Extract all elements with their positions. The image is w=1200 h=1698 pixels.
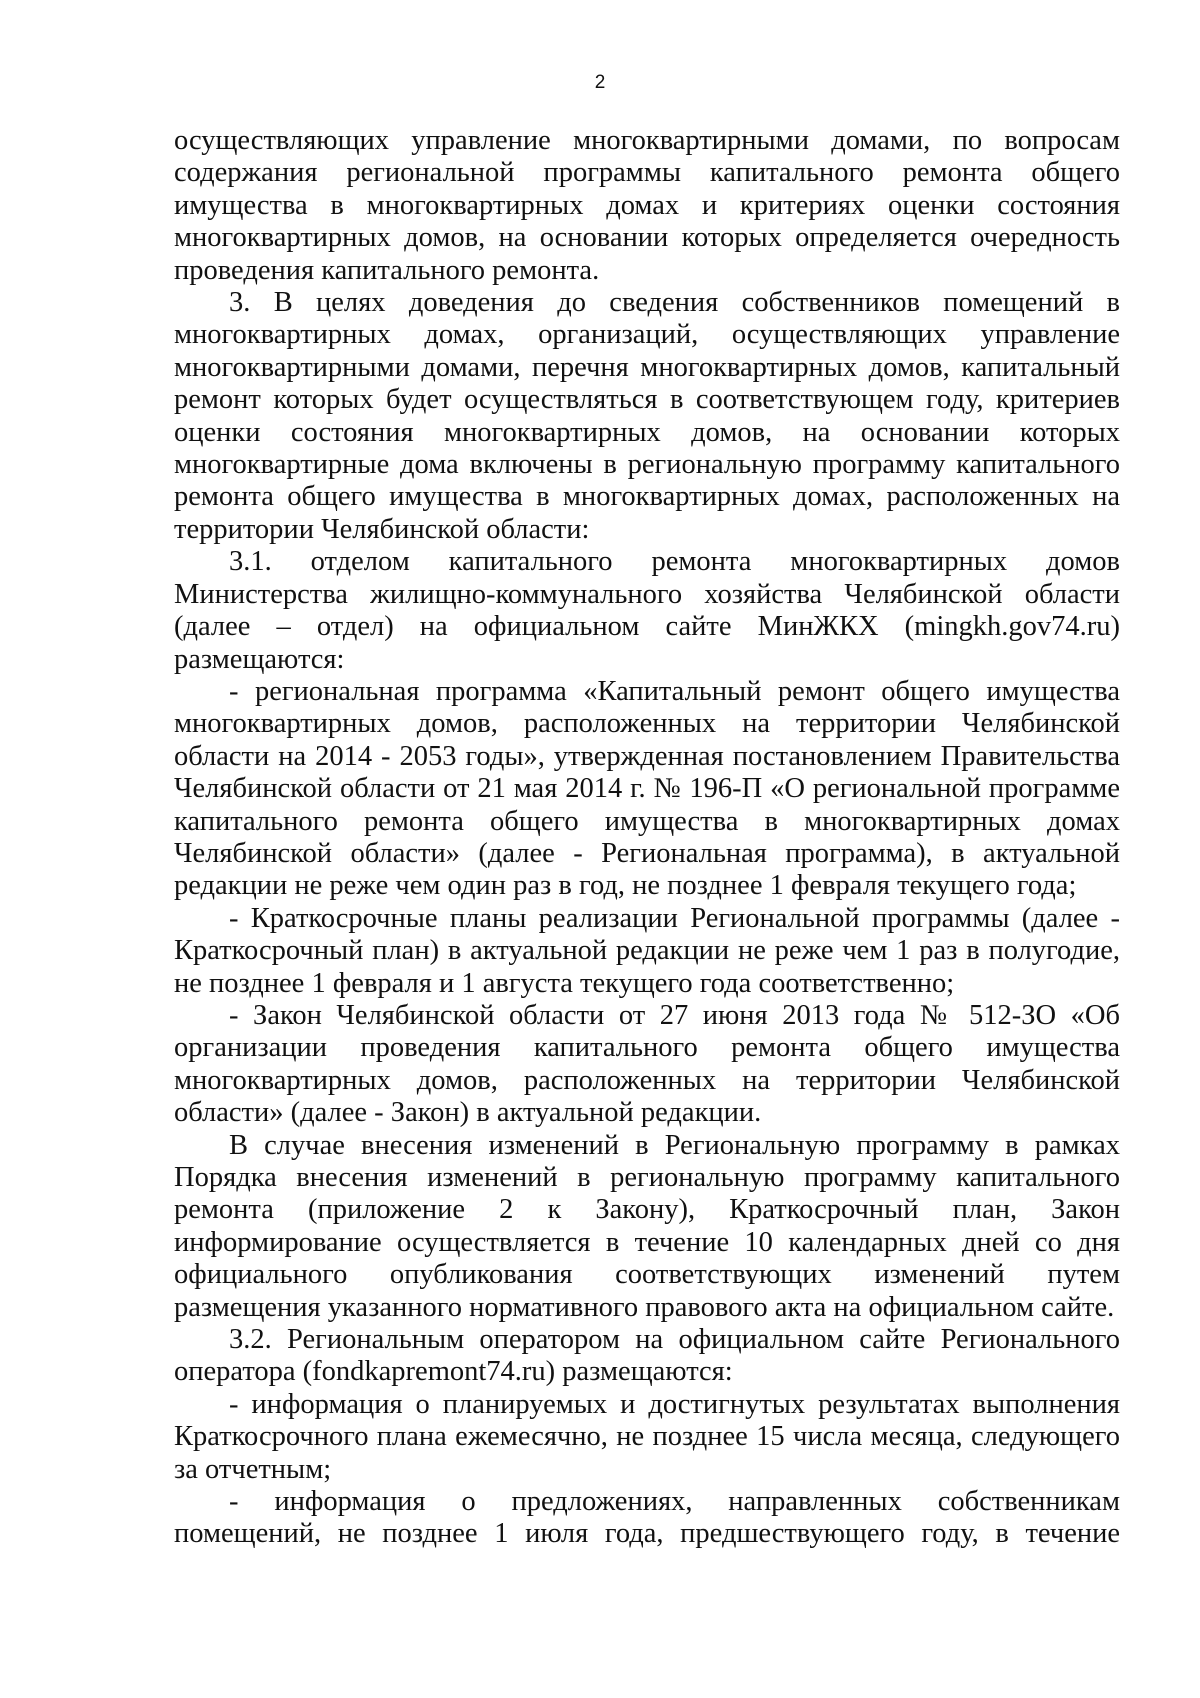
paragraph-regional-program: - региональная программа «Капитальный ремонт общего имущества многоквартирных домов, расположенных на территории Челябинской области на 2014 - 2053 годы», утвержденная постановлением Правительства Челябинской области от 21 мая 2014 г. № 196-П «О региональной программе капитального ремонта общего имущества в многоквартирных домах Челябинской области» (далее - Региональная программа), в актуальной редакции не реже чем один раз в год, не позднее 1 февраля текущего года; [174, 675, 1120, 902]
paragraph-item-3-2: 3.2. Региональным оператором на официальном сайте Регионального оператора (fondkapremont74.ru) размещаются: [174, 1324, 1120, 1388]
paragraph-results-info: - информация о планируемых и достигнутых результатах выполнения Краткосрочного плана ежемесячно, не позднее 15 числа месяца, следующего за отчетным; [174, 1388, 1120, 1485]
document-body [174, 125, 1120, 1551]
paragraph-item-3-1: 3.1. отделом капитального ремонта многоквартирных домов Министерства жилищно-коммунального хозяйства Челябинской области (далее – отдел) на официальном сайте МинЖКХ (mingkh.gov74.ru) размещаются: [174, 546, 1120, 675]
paragraph-short-term-plans: - Краткосрочные планы реализации Региональной программы (далее - Краткосрочный план) в актуальной редакции не реже чем 1 раз в полугодие, не позднее 1 февраля и 1 августа текущего года соответственно; [174, 902, 1120, 999]
paragraph-law: - Закон Челябинской области от 27 июня 2013 года № 512-ЗО «Об организации проведения капитального ремонта общего имущества многоквартирных домов, расположенных на территории Челябинской области» (далее - Закон) в актуальной редакции. [174, 999, 1120, 1129]
paragraph-item-3: 3. В целях доведения до сведения собственников помещений в многоквартирных домах, организаций, осуществляющих управление многоквартирными домами, перечня многоквартирных домов, капитальный ремонт которых будет осуществляться в соответствующем году, критериев оценки состояния многоквартирных домов, на основании которых многоквартирные дома включены в региональную программу капитального ремонта общего имущества в многоквартирных домах, расположенных на территории Челябинской области: [174, 287, 1120, 545]
page-number: 2 [594, 72, 606, 93]
paragraph-amendments: В случае внесения изменений в Региональную программу в рамках Порядка внесения изменений в региональную программу капитального ремонта (приложение 2 к Закону), Краткосрочный план, Закон информирование осуществляется в течение 10 календарных дней со дня официального опубликования соответствующих изменений путем размещения указанного нормативного правового акта на официальном сайте. [174, 1129, 1120, 1323]
paragraph-continuation: осуществляющих управление многоквартирными домами, по вопросам содержания региональной программы капитального ремонта общего имущества в многоквартирных домах и критериях оценки состояния многоквартирных домов, на основании которых определяется очередность проведения капитального ремонта. [174, 125, 1120, 286]
paragraph-proposals-info: - информация о предложениях, направленных собственникам помещений, не позднее 1 июля года, предшествующего году, в течение [174, 1486, 1120, 1550]
